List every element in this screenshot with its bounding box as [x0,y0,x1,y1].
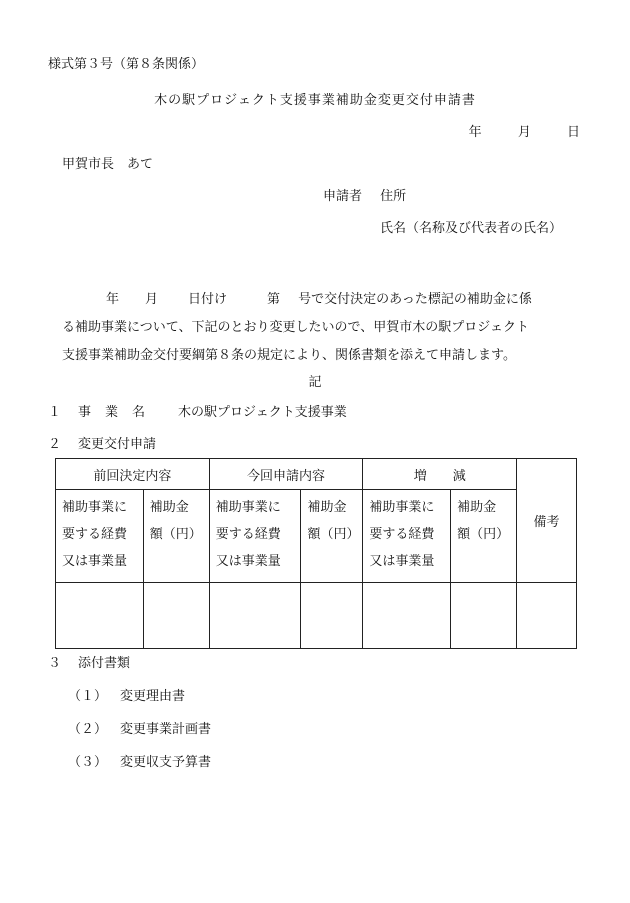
change-request-table [55,458,577,649]
date-year: 年 [468,125,482,140]
body-line-1: 年 月 日付け 第 号で交付決定のあった標記の補助金に係 [106,292,532,307]
header-remarks: 備考 [517,459,577,583]
header-increase-decrease: 増 減 [363,459,517,490]
date-day: 日 [566,125,580,140]
date-month: 月 [517,125,531,140]
subheader-cost-previous: 補助事業に 要する経費 又は事業量 [56,490,144,583]
section-2-label: 変更交付申請 [78,437,157,452]
header-current-request: 今回申請内容 [209,459,363,490]
applicant-label: 申請者 [323,189,363,204]
section-2-number: ２ [48,437,62,452]
section-3-heading [48,657,130,670]
form-number: 様式第３号（第８条関係） [48,57,205,72]
applicant-address-line [323,190,406,203]
cell-amount-current [301,583,363,649]
cell-cost-diff [363,583,451,649]
subheader-cost-diff: 補助事業に 要する経費 又は事業量 [363,490,451,583]
attachment-item: （２） 変更事業計画書 [68,722,212,737]
subheader-amount-current: 補助金 額（円） [301,490,363,583]
ki-heading: 記 [308,375,322,390]
subheader-amount-previous: 補助金 額（円） [143,490,209,583]
subheader-cost-current: 補助事業に 要する経費 又は事業量 [209,490,301,583]
cell-amount-previous [143,583,209,649]
section-2-heading [48,438,156,451]
header-previous-decision: 前回決定内容 [56,459,210,490]
applicant-name-label: 氏名（名称及び代表者の氏名） [380,221,563,236]
section-1-value: 木の駅プロジェクト支援事業 [178,405,347,420]
section-1-project-name [48,406,347,419]
address-label: 住所 [380,189,407,204]
body-line-2: る補助事業について、下記のとおり変更したいので、甲賀市木の駅プロジェクト [62,320,529,335]
cell-cost-current [209,583,301,649]
section-1-number: １ [48,405,62,420]
attachment-item: （３） 変更収支予算書 [68,755,212,770]
body-line-3: 支援事業補助金交付要綱第８条の規定により、関係書類を添えて申請します。 [62,348,516,363]
addressee: 甲賀市長 あて [62,157,154,172]
cell-amount-diff [451,583,517,649]
section-3-label: 添付書類 [78,656,131,671]
cell-cost-previous [56,583,144,649]
attachment-item: （１） 変更理由書 [68,689,186,704]
table-row [56,583,577,649]
section-3-number: ３ [48,656,62,671]
section-1-label: 事業名 [78,405,160,420]
document-title: 木の駅プロジェクト支援事業補助金変更交付申請書 [154,93,476,108]
subheader-amount-diff: 補助金 額（円） [451,490,517,583]
cell-remarks [517,583,577,649]
date-line [469,126,580,139]
request-body [62,286,582,370]
